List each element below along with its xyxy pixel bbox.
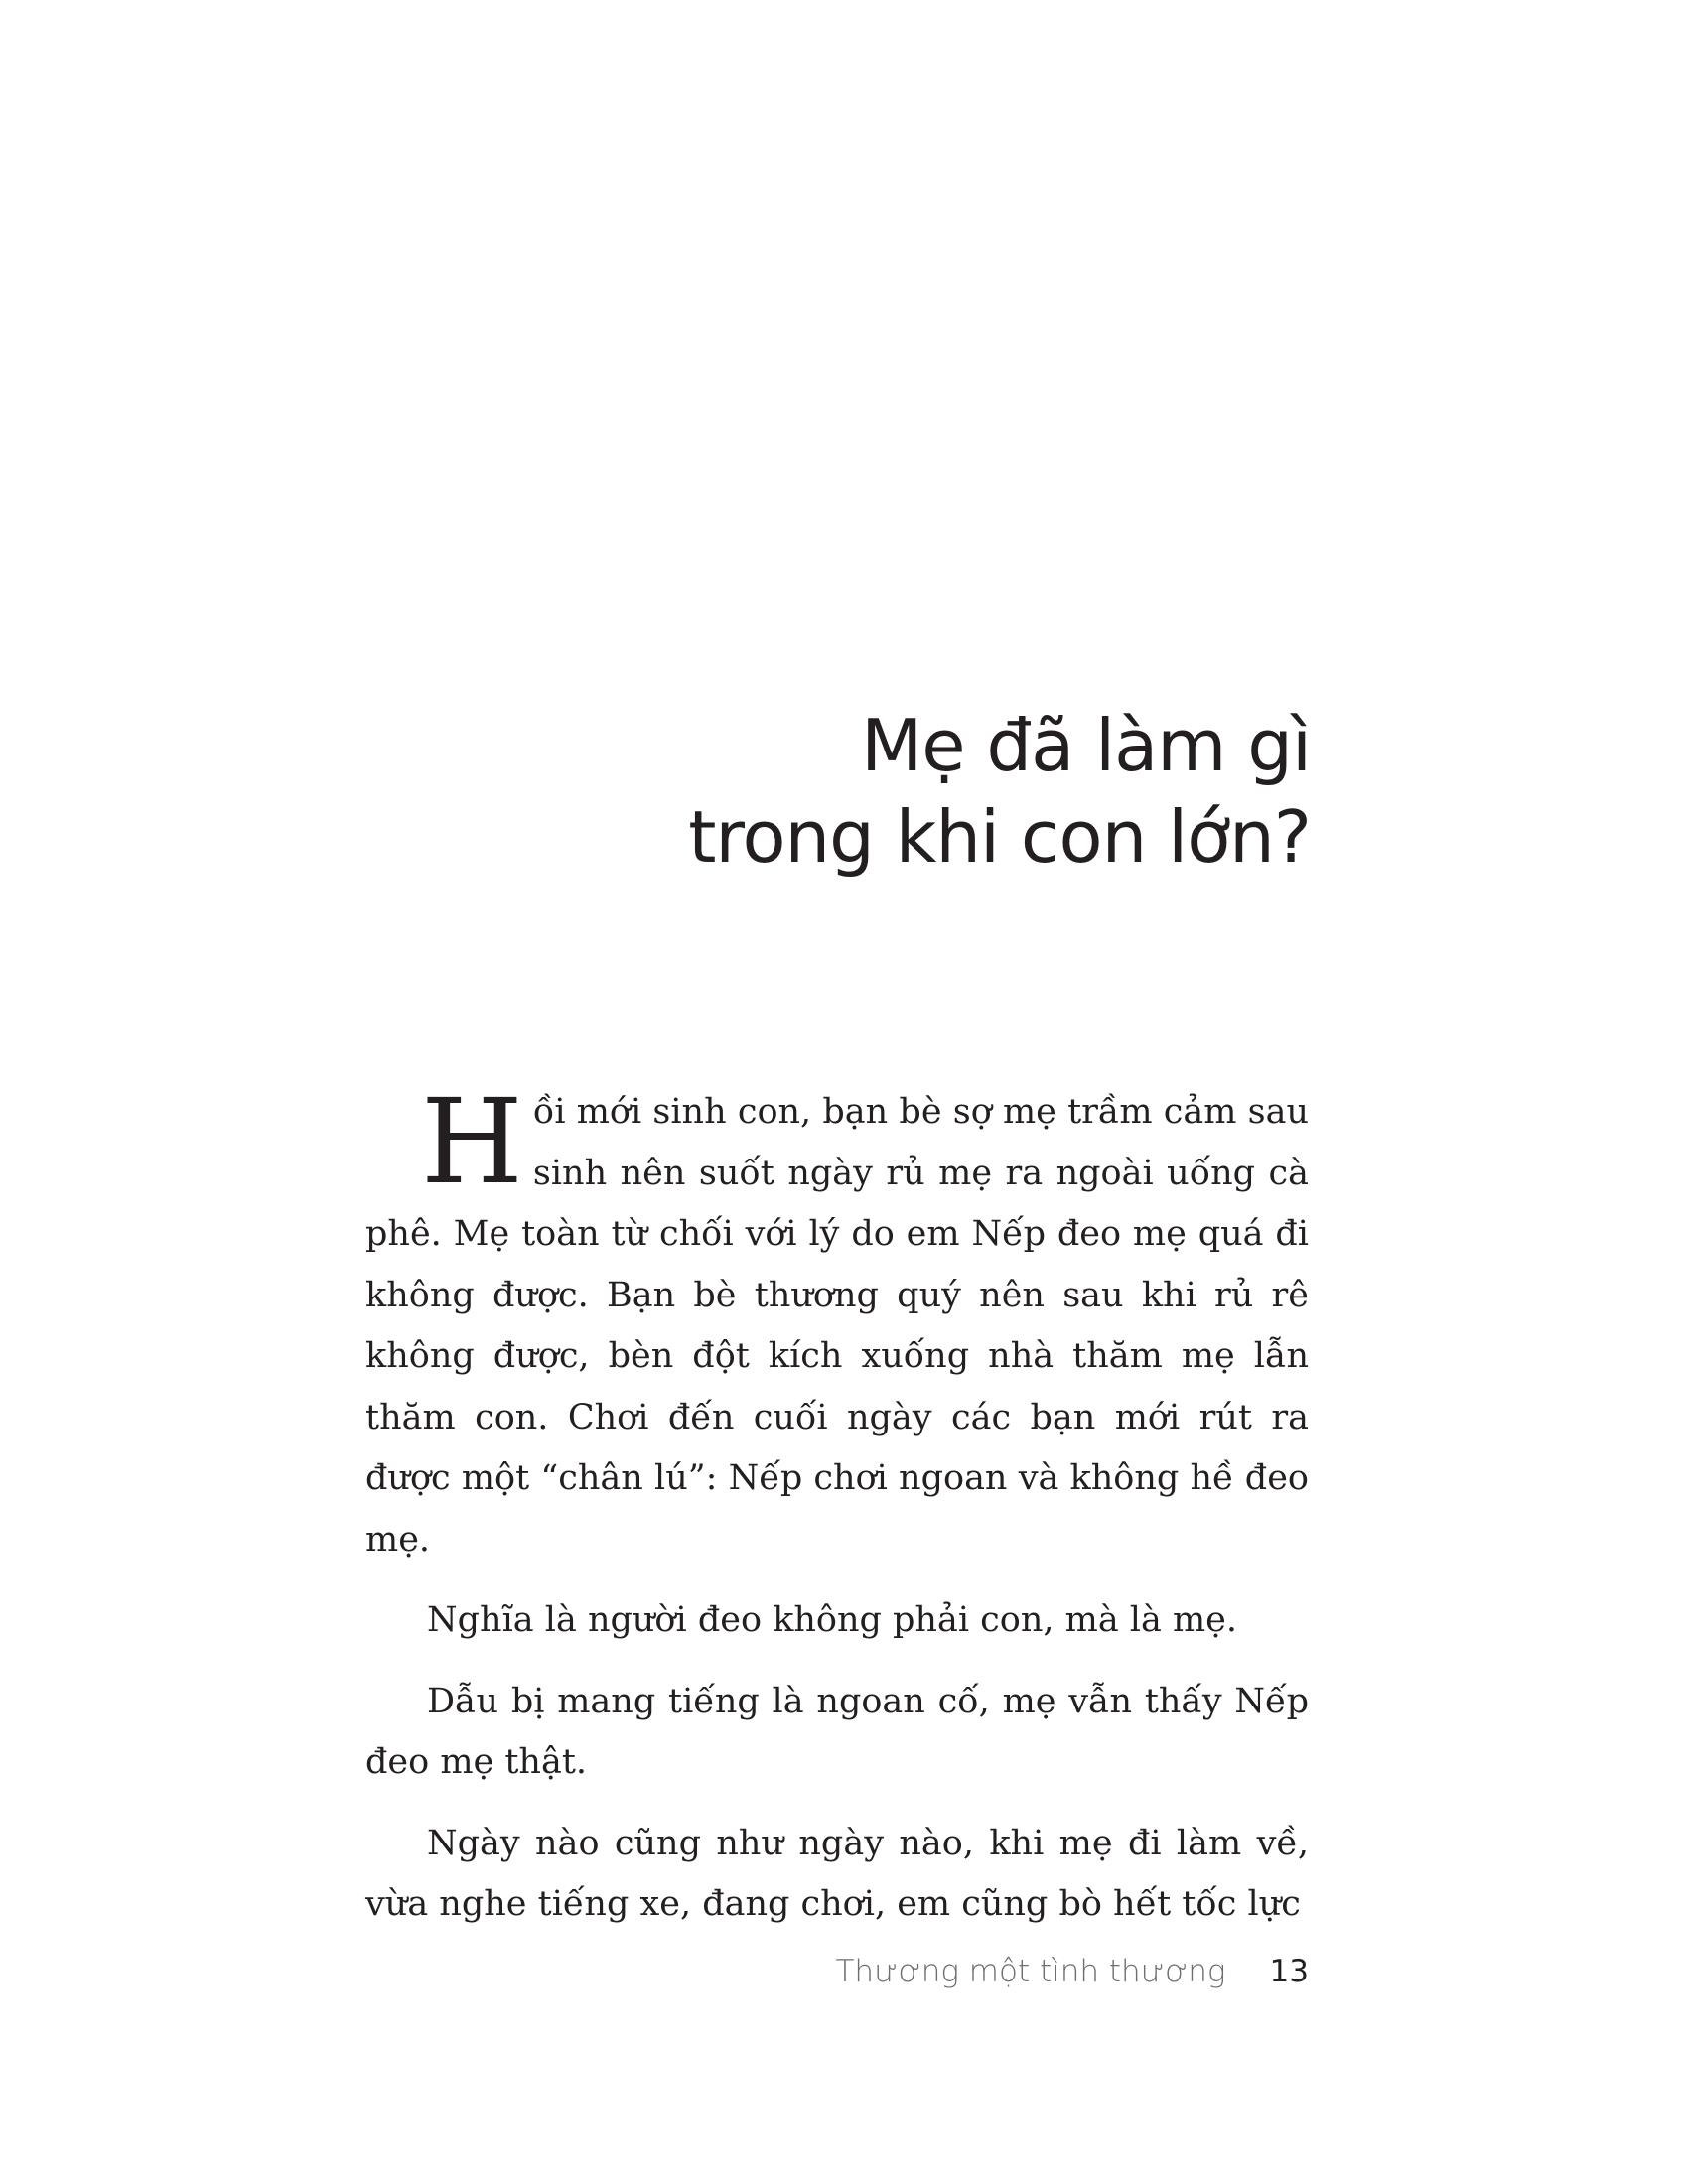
page-number: 13	[1269, 1954, 1309, 1989]
chapter-title-line-1: Mẹ đã làm gì	[861, 704, 1311, 787]
paragraph-2: Nghĩa là người đeo không phải con, mà là mẹ.	[427, 1600, 1238, 1640]
paragraph-1-text: ồi mới sinh con, bạn bè sợ mẹ trầm cảm sau sinh nên suốt ngày rủ mẹ ra ngoài uống cà phê. Mẹ toàn từ chối với lý do em Nếp đeo mẹ quá đi không được. Bạn bè thương quý nên sau khi rủ rê không được, bèn đột kích xuống nhà thăm mẹ lẫn thăm con. Chơi đến cuối ngày các bạn mới rút ra được một “chân lú”: Nếp chơi ngoan và không hề đeo mẹ.	[365, 1092, 1309, 1560]
body-text	[365, 1073, 1309, 1956]
chapter-title-line-2: trong khi con lớn?	[688, 795, 1311, 879]
paragraph-4: Ngày nào cũng như ngày nào, khi mẹ đi làm về, vừa nghe tiếng xe, đang chơi, em cũng bò hết tốc lực	[365, 1823, 1309, 1924]
drop-cap: H	[421, 1073, 523, 1210]
page-footer	[836, 1954, 1310, 1989]
paragraph-3: Dẫu bị mang tiếng là ngoan cố, mẹ vẫn thấy Nếp đeo mẹ thật.	[365, 1681, 1309, 1782]
paragraph-1	[365, 1073, 1309, 1570]
running-book-title: Thương một tình thương	[835, 1954, 1226, 1989]
chapter-title	[688, 700, 1311, 883]
